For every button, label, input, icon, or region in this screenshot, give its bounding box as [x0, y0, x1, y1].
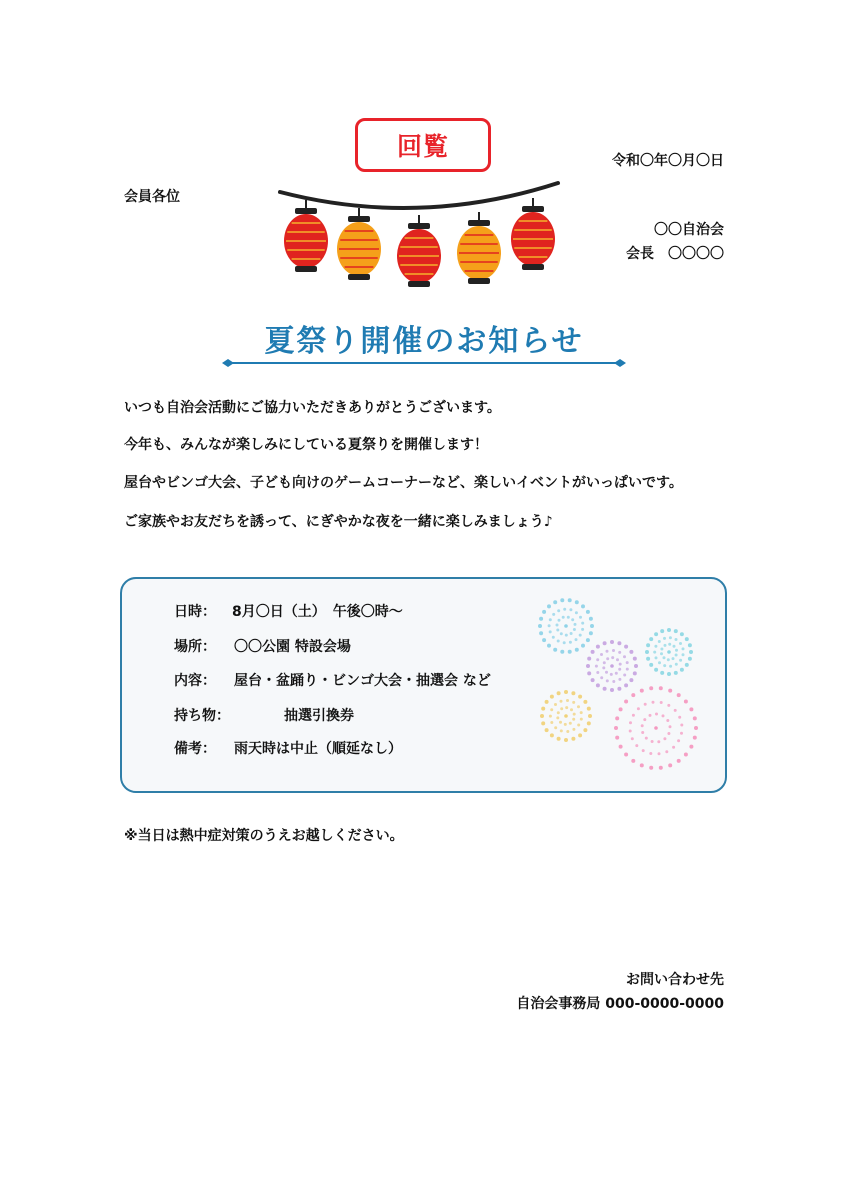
detail-value: 8月〇日（土） 午後〇時～ — [232, 604, 403, 620]
sender-organization: 〇〇自治会 — [654, 222, 724, 238]
lantern-1 — [284, 200, 328, 272]
detail-value: 雨天時は中止（順延なし） — [234, 741, 402, 757]
firework-burst-5 — [614, 686, 698, 769]
detail-row-place — [174, 636, 351, 656]
firework-burst-3 — [645, 628, 693, 676]
firework-burst-1 — [538, 598, 594, 653]
heat-advisory-note: ※当日は熱中症対策のうえお越しください。 — [124, 828, 404, 844]
fireworks-illustration — [532, 596, 714, 780]
body-line-1: いつも自治会活動にご協力いただきありがとうございます。 — [124, 400, 501, 416]
detail-row-content — [174, 670, 491, 690]
recipient-line: 会員各位 — [124, 189, 180, 205]
detail-value: 抽選引換券 — [284, 708, 354, 724]
detail-value: 〇〇公園 特設会場 — [234, 639, 351, 655]
firework-burst-4 — [540, 690, 592, 742]
body-line-4: ご家族やお友だちを誘って、にぎやかな夜を一緒に楽しみましょう♪ — [124, 514, 553, 530]
circulation-stamp-label: 回覧 — [396, 132, 449, 161]
title-underline — [222, 355, 626, 371]
document-date: 令和〇年〇月〇日 — [612, 153, 724, 169]
lantern-3 — [397, 215, 441, 287]
detail-value: 屋台・盆踊り・ビンゴ大会・抽選会 など — [234, 673, 491, 689]
detail-row-datetime — [174, 601, 403, 621]
detail-row-belongings — [174, 705, 354, 725]
contact-office-phone: 自治会事務局 000-0000-0000 — [516, 996, 724, 1012]
body-line-3: 屋台やビンゴ大会、子ども向けのゲームコーナーなど、楽しいイベントがいっぱいです。 — [124, 475, 683, 491]
page-title: 夏祭り開催のお知らせ — [264, 324, 584, 359]
sender-chief: 会長 〇〇〇〇 — [626, 246, 724, 262]
detail-row-remarks — [174, 738, 402, 758]
paper-lanterns-illustration — [276, 180, 562, 295]
contact-heading: お問い合わせ先 — [626, 972, 724, 988]
circulation-stamp — [355, 118, 491, 172]
detail-label: 備考： — [174, 741, 216, 757]
body-line-2: 今年も、みんなが楽しみにしている夏祭りを開催します！ — [124, 437, 488, 453]
detail-label: 持ち物： — [174, 708, 230, 724]
lantern-2 — [337, 208, 381, 280]
firework-burst-2 — [586, 640, 638, 692]
lantern-4 — [457, 212, 501, 284]
detail-label: 内容： — [174, 673, 216, 689]
detail-label: 日時： — [174, 604, 216, 620]
lantern-5 — [511, 198, 555, 270]
detail-label: 場所： — [174, 639, 216, 655]
